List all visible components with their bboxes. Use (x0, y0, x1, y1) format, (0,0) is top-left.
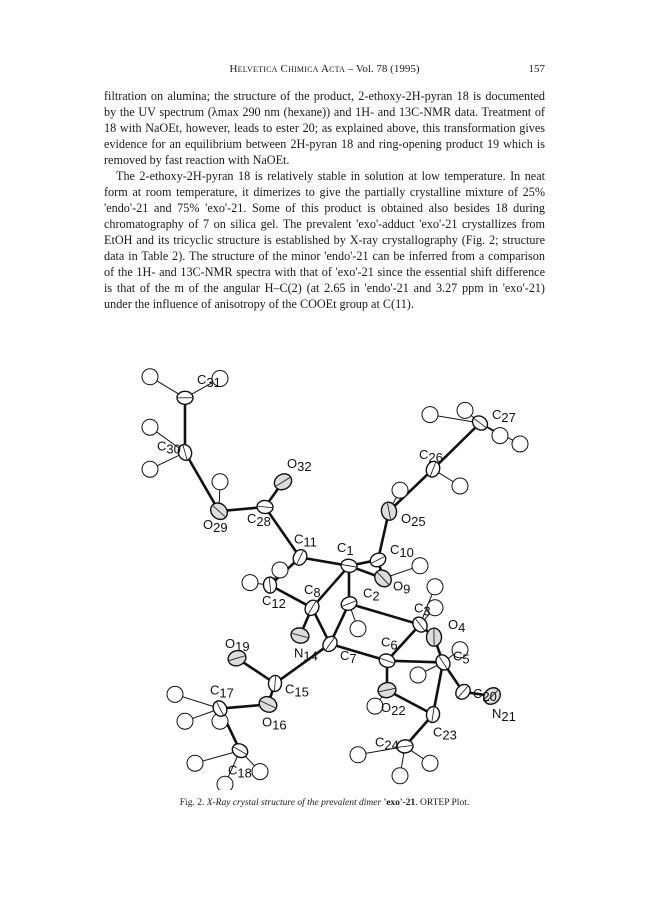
caption-text: X-Ray crystal structure of the prevalent dimer (206, 798, 382, 808)
body-text (104, 88, 545, 312)
running-head (104, 63, 545, 79)
atom-label-c18: C18 (228, 762, 252, 781)
page-number: 157 (528, 63, 545, 75)
atom-label-c6: C6 (381, 634, 398, 653)
hydrogen-atom-10 (452, 478, 468, 494)
atom-label-n14: N14 (294, 645, 318, 664)
hydrogen-atom-25 (217, 776, 233, 790)
hydrogen-atom-27 (392, 768, 408, 784)
caption-label: Fig. 2. (179, 798, 205, 808)
atom-label-o22: O22 (381, 700, 406, 719)
hydrogen-atom-15 (350, 621, 366, 637)
paragraph-2: The 2-ethoxy-2H-pyran 18 is relatively stable in solution at low temperature. In neat form at room temperature, it dimerizes to give the partially crystalline mixture of 25% 'endo'-21 and 75% 'exo'-21. Some of this product is obtained also besides 18 during chromatography of 7 on silica gel. The prevalent 'exo'-adduct 'exo'-21 crystallizes from EtOH and its tricyclic structure is established by X-ray crystallography (Fig. 2; structure data in Table 2). The structure of the minor 'endo'-21 can be inferred from a comparison of the 1H- and 13C-NMR spectra with that of 'exo'-21 since the essential shift difference is that of the m of the angular H–C(2) (at 2.65 in 'endo'-21 and 3.27 ppm in 'exo'-21) under the influence of anisotropy of the COOEt group at C(11). (104, 169, 545, 311)
atom-label-o32: O32 (287, 455, 312, 474)
hydrogen-atom-9 (392, 482, 408, 498)
hydrogen-atom-24 (187, 755, 203, 771)
hydrogen-atom-12 (272, 562, 288, 578)
paragraph-1: filtration on alumina; the structure of the product, 2-ethoxy-2H-pyran 18 is documented by the UV spectrum (λmax 290 nm (hexane)) and 1H- and 13C-NMR data. Treatment of 18 with NaOEt, however, leads to ester 20; as explained above, this transformation gives evidence for an equilibrium between 2H-pyran 18 and ring-opening product 19 which is removed by fast reaction with NaOEt. (104, 89, 545, 167)
atom-label-c11: C11 (294, 531, 317, 550)
ortep-plot (130, 360, 530, 790)
hydrogen-atom-4 (212, 474, 228, 490)
hydrogen-atom-11 (242, 575, 258, 591)
atom-label-c31: C31 (197, 371, 221, 390)
atom-label-c24: C24 (375, 734, 399, 753)
atom-label-c5: C5 (453, 648, 470, 667)
atom-label-c26: C26 (419, 447, 443, 466)
hydrogen-atom-7 (492, 428, 508, 444)
hydrogen-atom-14 (427, 579, 443, 595)
figure-caption (104, 798, 545, 808)
hydrogen-atom-13 (412, 558, 428, 574)
hydrogen-atom-20 (167, 686, 183, 702)
caption-suffix: . ORTEP Plot. (415, 798, 470, 808)
atom-label-c20: C20 (473, 685, 497, 704)
bond-c6-c7 (330, 644, 387, 661)
hydrogen-atom-6 (457, 402, 473, 418)
journal-volume: – Vol. 78 (1995) (347, 63, 420, 75)
atom-label-c30: C30 (157, 438, 181, 457)
atom-label-c1: C1 (337, 539, 354, 558)
hydrogen-atom-26 (350, 747, 366, 763)
hydrogen-atom-28 (422, 755, 438, 771)
hydrogen-atom-3 (142, 461, 158, 477)
journal-name: Helvetica Chimica Acta (229, 63, 346, 75)
atom-label-o19: O19 (225, 636, 250, 655)
hydrogen-atom-23 (252, 764, 268, 780)
ortep-figure (130, 360, 530, 790)
atom-label-o4: O4 (448, 617, 466, 636)
atom-label-c23: C23 (433, 724, 457, 743)
atom-label-o16: O16 (262, 714, 287, 733)
hydrogen-atom-21 (177, 713, 193, 729)
atom-label-c27: C27 (492, 407, 516, 425)
atom-label-c17: C17 (210, 682, 234, 701)
atom-label-o25: O25 (401, 511, 426, 530)
atom-label-c15: C15 (285, 681, 309, 700)
atom-label-c3: C3 (414, 600, 431, 619)
atom-label-c10: C10 (390, 541, 414, 560)
hydrogen-atom-5 (422, 407, 438, 423)
atom-label-n21: N21 (492, 706, 516, 724)
caption-compound: 'exo'-21 (383, 798, 416, 808)
atom-label-c28: C28 (247, 511, 271, 529)
atom-label-c2: C2 (363, 585, 380, 604)
hydrogen-atom-8 (512, 436, 528, 452)
hydrogen-atom-17 (410, 667, 426, 683)
atom-label-c7: C7 (340, 647, 357, 666)
atom-label-c12: C12 (262, 593, 286, 612)
hydrogen-atom-0 (142, 369, 158, 385)
hydrogen-atom-2 (142, 419, 158, 435)
atom-label-o9: O9 (393, 578, 411, 597)
journal-header (104, 63, 545, 75)
atom-label-c8: C8 (304, 581, 321, 600)
atom-label-o29: O29 (203, 517, 228, 536)
